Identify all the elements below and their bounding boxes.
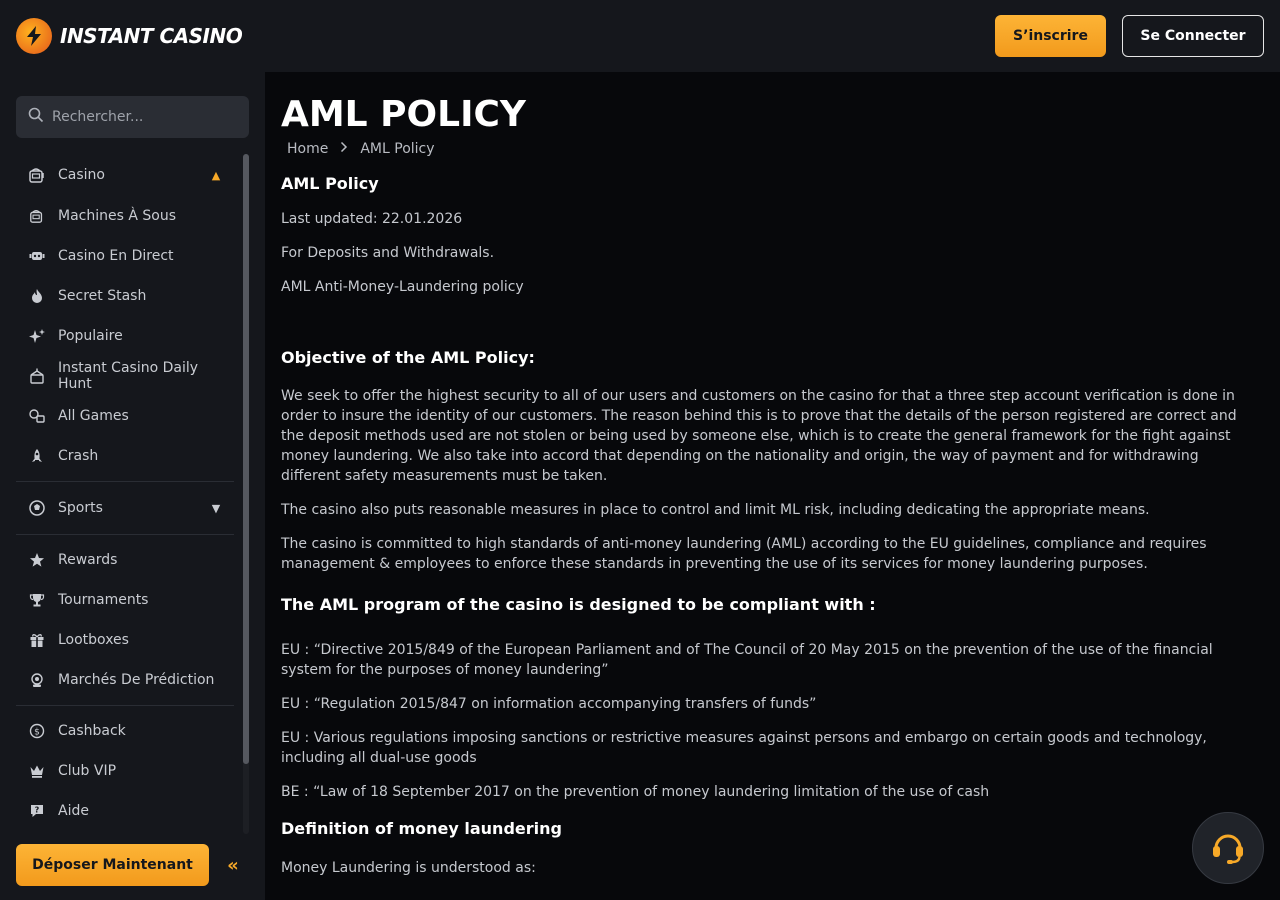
paragraph: EU : “Directive 2015/849 of the European Parliament and of The Council of 20 May 2015 on the prevention of the use of the financial system for the purposes of money laundering” <box>281 642 1213 678</box>
svg-text:?: ? <box>34 805 40 815</box>
sidebar-item-label: Cashback <box>58 723 126 739</box>
sidebar-item-label: Instant Casino Daily Hunt <box>58 360 199 392</box>
sidebar-item-label: Populaire <box>58 328 123 344</box>
gift-icon <box>28 631 46 649</box>
auth-buttons <box>995 15 1264 57</box>
sports-ball-icon <box>28 499 46 517</box>
paragraph: We seek to offer the highest security to all of our users and customers on the casino for that a three step account verification is done in order to insure the identity of our customers. The reason behind this is to prove that the details of the person registered are correct and the deposit methods used are not stolen or being used by someone else, which is to create the general framework for the fight against money laundering. We also take into accord that depending on the nationality and origin, the way of payment and for withdrawing different safety measurements must be taken. <box>281 388 1237 484</box>
sidebar-item-label: Crash <box>58 448 99 464</box>
sidebar-item-lootboxes[interactable] <box>16 620 234 660</box>
star-icon <box>28 551 46 569</box>
chevron-up-icon[interactable]: ▲ <box>211 168 221 182</box>
last-updated-text: Last updated: 22.01.2026 <box>281 211 463 227</box>
sidebar-item-label: Casino En Direct <box>58 248 174 264</box>
sparkle-icon <box>28 327 46 345</box>
sidebar-item-cashback[interactable] <box>16 711 234 751</box>
sidebar-group-casino[interactable] <box>16 154 234 196</box>
crown-icon <box>28 762 46 780</box>
sidebar-item-slots[interactable] <box>16 196 234 236</box>
chevron-down-icon[interactable]: ▼ <box>211 501 221 515</box>
sidebar-group-sports[interactable] <box>16 487 234 529</box>
slot-machine-icon <box>28 166 46 184</box>
daily-hunt-icon <box>28 367 46 385</box>
sidebar-item-tournaments[interactable] <box>16 580 234 620</box>
policy-content <box>281 173 1244 878</box>
sidebar-nav <box>16 154 234 831</box>
search-box[interactable] <box>16 96 249 138</box>
paragraph: AML Anti-Money-Laundering policy <box>281 279 524 295</box>
collapse-sidebar-icon[interactable]: « <box>227 854 239 876</box>
breadcrumb-home-link[interactable]: Home <box>287 141 329 157</box>
lightning-logo-icon <box>16 18 52 54</box>
sidebar-item-live-casino[interactable] <box>16 236 234 276</box>
sidebar-group-label: Sports <box>58 500 103 516</box>
flame-icon <box>28 287 46 305</box>
divider <box>16 705 234 706</box>
paragraph: Money Laundering is understood as: <box>281 860 536 876</box>
section-heading: AML Policy <box>281 174 379 193</box>
sidebar-item-label: Tournaments <box>58 592 149 608</box>
search-icon <box>28 107 44 127</box>
page-title: AML POLICY <box>281 94 526 135</box>
sidebar-item-crash[interactable] <box>16 436 234 476</box>
sidebar-item-secret-stash[interactable] <box>16 276 234 316</box>
logo-text: INSTANT CASINO <box>60 24 243 48</box>
main-content <box>265 72 1280 900</box>
cashback-icon <box>28 722 46 740</box>
sidebar-item-label: Club VIP <box>58 763 117 779</box>
support-chat-button[interactable] <box>1192 812 1264 884</box>
sidebar-item-prediction-markets[interactable] <box>16 660 234 700</box>
paragraph: For Deposits and Withdrawals. <box>281 245 495 261</box>
sidebar-item-popular[interactable] <box>16 316 234 356</box>
sidebar-item-label: Marchés De Prédiction <box>58 672 215 688</box>
prediction-icon <box>28 671 46 689</box>
sidebar-item-label: Lootboxes <box>58 632 129 648</box>
paragraph: BE : “Law of 18 September 2017 on the prevention of money laundering limitation of the use of cash <box>281 784 990 800</box>
section-heading: Objective of the AML Policy: <box>281 348 535 367</box>
svg-text:$: $ <box>34 727 40 738</box>
sidebar-item-all-games[interactable] <box>16 396 234 436</box>
sidebar-item-label: All Games <box>58 408 129 424</box>
breadcrumb <box>281 141 1244 157</box>
sidebar-item-label: Rewards <box>58 552 118 568</box>
signup-button[interactable]: S’inscrire <box>995 15 1106 57</box>
section-heading: The AML program of the casino is designed to be compliant with : <box>281 595 876 614</box>
live-casino-icon <box>28 247 46 265</box>
trophy-icon <box>28 591 46 609</box>
sidebar-item-club-vip[interactable] <box>16 751 234 791</box>
logo[interactable] <box>16 18 242 54</box>
sidebar-item-label: Secret Stash <box>58 288 147 304</box>
paragraph: EU : “Regulation 2015/847 on information accompanying transfers of funds” <box>281 696 817 712</box>
sidebar-item-rewards[interactable] <box>16 540 234 580</box>
rocket-icon <box>28 447 46 465</box>
sidebar-item-label: Aide <box>58 803 89 819</box>
search-input[interactable] <box>52 109 232 125</box>
login-button[interactable]: Se Connecter <box>1122 15 1264 57</box>
headset-icon <box>1208 826 1248 870</box>
paragraph: EU : Various regulations imposing sanctions or restrictive measures against persons and embargo on certain goods and technology, including all dual-use goods <box>281 730 1207 766</box>
divider <box>16 481 234 482</box>
sidebar-group-label: Casino <box>58 167 105 183</box>
all-games-icon <box>28 407 46 425</box>
paragraph: The casino also puts reasonable measures in place to control and limit ML risk, including dedicating the appropriate means. <box>281 502 1150 518</box>
breadcrumb-current: AML Policy <box>360 141 435 157</box>
section-heading: Definition of money laundering <box>281 819 562 838</box>
divider <box>16 534 234 535</box>
sidebar-scrollbar[interactable] <box>243 154 249 834</box>
sidebar-item-help[interactable] <box>16 791 234 831</box>
help-chat-icon <box>28 802 46 820</box>
chevron-right-icon <box>340 141 348 157</box>
deposit-now-button[interactable]: Déposer Maintenant <box>16 844 209 886</box>
sidebar-item-daily-hunt[interactable] <box>16 356 234 396</box>
sidebar-item-label: Machines À Sous <box>58 208 176 224</box>
slot-machine-icon <box>28 207 46 225</box>
sidebar-scrollbar-thumb[interactable] <box>243 154 249 764</box>
paragraph: The casino is committed to high standards of anti-money laundering (AML) according to the EU guidelines, compliance and requires management & employees to enforce these standards in preventing the use of its services for money laundering purposes. <box>281 536 1207 572</box>
sidebar <box>0 72 265 900</box>
top-bar <box>0 0 1280 72</box>
